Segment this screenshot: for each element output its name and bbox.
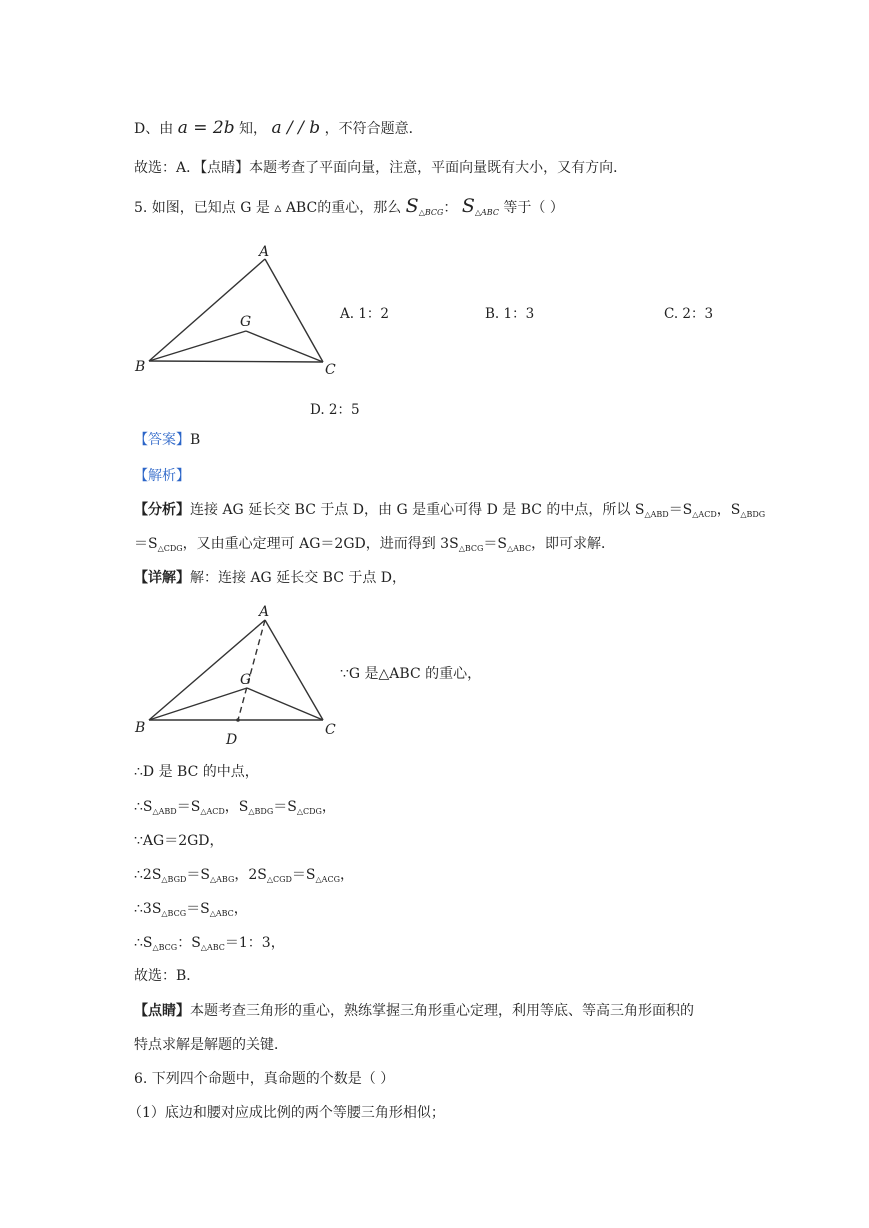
s-bcg: S (405, 195, 419, 217)
xiangjie-label: 【详解】 (134, 570, 190, 586)
d-suffix: ，不符合题意． (324, 121, 423, 137)
fenxi-line-1 (134, 500, 765, 525)
fenxi-label: 【分析】 (134, 502, 190, 518)
fenxi-sub-5: △BCG (458, 544, 484, 553)
fenxi-sub-2: △ACD (692, 510, 717, 519)
xiangjie-text: 解：连接 AG 延长交 BC 于点 D， (190, 570, 407, 586)
analysis-label: 【解析】 (134, 468, 190, 484)
fenxi-line-2 (134, 534, 615, 559)
fenxi-sub-4: △CDG (157, 544, 183, 553)
s2d: ＝S (273, 799, 297, 815)
fig1-label-b: B (135, 359, 146, 375)
fenxi-text-1c: ，S (716, 502, 741, 518)
s4d: ＝S (291, 867, 316, 883)
fenxi-sub-3: △BDG (740, 510, 766, 519)
vector-equation: a = 2b (177, 118, 235, 138)
s5-sub2: △ABC (209, 909, 234, 918)
s2e: ， (321, 799, 336, 815)
s4-sub2: △ABG (209, 875, 235, 884)
because-centroid: ∵G 是△ABC 的重心， (340, 666, 482, 682)
s4e: ， (339, 867, 354, 883)
s4a: ∴2S (134, 867, 162, 883)
fig2-label-b: B (135, 720, 146, 736)
option-c: C. 2：3 (664, 306, 714, 322)
q5-colon: ： (443, 200, 458, 216)
question-6-stem: 6. 下列四个命题中，真命题的个数是（ ） (134, 1071, 395, 1087)
s2-sub3: △BDG (248, 807, 274, 816)
step-5 (134, 899, 248, 924)
option-a: A. 1：2 (340, 306, 390, 322)
step-3: ∵AG＝2GD， (134, 833, 224, 849)
s6c: ＝1：3， (224, 935, 285, 951)
s5c: ， (233, 901, 248, 917)
question-5-stem (134, 196, 564, 223)
q5-prefix: 5. 如图，已知点 G 是 ▵ ABC的重心，那么 (134, 200, 402, 216)
fig2-label-a: A (259, 604, 270, 620)
fig2-label-g: G (240, 672, 252, 688)
fenxi-sub-1: △ABD (644, 510, 669, 519)
dianjing-text-1: 本题考查三角形的重心，熟练掌握三角形重心定理，利用等底、等高三角形面积的 (190, 1003, 694, 1019)
select-a-note: 故选：A．【点睛】本题考查了平面向量，注意，平面向量既有大小，又有方向． (134, 160, 628, 176)
step-4 (134, 865, 354, 890)
step-7: 故选：B． (134, 968, 201, 984)
s4-sub4: △ACG (315, 875, 340, 884)
dianjing-label: 【点睛】 (134, 1003, 190, 1019)
fenxi-text-2b: ，又由重心定理可 AG＝2GD，进而得到 3S (182, 536, 459, 552)
fenxi-sub-6: △ABC (506, 544, 532, 553)
s4b: ＝S (186, 867, 210, 883)
s2c: ，S (224, 799, 249, 815)
fig1-label-a: A (259, 244, 270, 260)
d-zhi: 知， (239, 121, 268, 137)
option-b: B. 1：3 (485, 306, 535, 322)
s6a: ∴S (134, 935, 153, 951)
fig2-label-d: D (226, 732, 238, 748)
dianjing-line-2: 特点求解是解题的关键． (134, 1037, 288, 1053)
s2b: ＝S (176, 799, 201, 815)
fenxi-text-1b: ＝S (668, 502, 693, 518)
s4-sub1: △BGD (161, 875, 187, 884)
s-abc-sub: △ABC (474, 208, 499, 217)
answer-label: 【答案】 (134, 432, 190, 448)
s6-sub2: △ABC (200, 943, 225, 952)
fenxi-text-1a: 连接 AG 延长交 BC 于点 D，由 G 是重心可得 D 是 BC 的中点，所以 S (190, 502, 645, 518)
s-bcg-sub: △BCG (418, 208, 444, 217)
s4c: ，2S (234, 867, 267, 883)
s-abc: S (461, 195, 475, 217)
step-2 (134, 797, 336, 822)
fenxi-text-2d: ，即可求解． (531, 536, 616, 552)
step-1: ∴D 是 BC 的中点， (134, 764, 259, 780)
triangle-figure-1 (130, 240, 340, 385)
question-6-item-1: （1）底边和腰对应成比例的两个等腰三角形相似； (128, 1105, 445, 1121)
s4-sub3: △CGD (266, 875, 292, 884)
fig2-label-c: C (325, 722, 336, 738)
option-d-explanation (134, 118, 423, 139)
s2-sub2: △ACD (200, 807, 225, 816)
fig1-label-g: G (240, 314, 252, 330)
s2a: ∴S (134, 799, 153, 815)
q5-suffix: 等于（ ） (503, 200, 564, 216)
fig1-label-c: C (325, 362, 336, 378)
dianjing-line-1 (134, 1001, 694, 1021)
fenxi-text-2a: ＝S (134, 536, 158, 552)
triangle-figure-2 (130, 598, 345, 748)
s2-sub1: △ABD (152, 807, 177, 816)
s5a: ∴3S (134, 901, 162, 917)
option-d: D. 2：5 (310, 402, 360, 418)
answer-value: B (190, 432, 201, 448)
s6b: ：S (177, 935, 201, 951)
xiangjie-line (134, 568, 406, 588)
vector-parallel: a / / b (271, 118, 321, 138)
s5-sub1: △BCG (161, 909, 187, 918)
s5b: ＝S (186, 901, 210, 917)
s6-sub1: △BCG (152, 943, 178, 952)
step-6 (134, 933, 285, 958)
fenxi-text-2c: ＝S (483, 536, 507, 552)
s2-sub4: △CDG (296, 807, 322, 816)
d-prefix: D、由 (134, 121, 174, 137)
answer-line (134, 430, 200, 450)
